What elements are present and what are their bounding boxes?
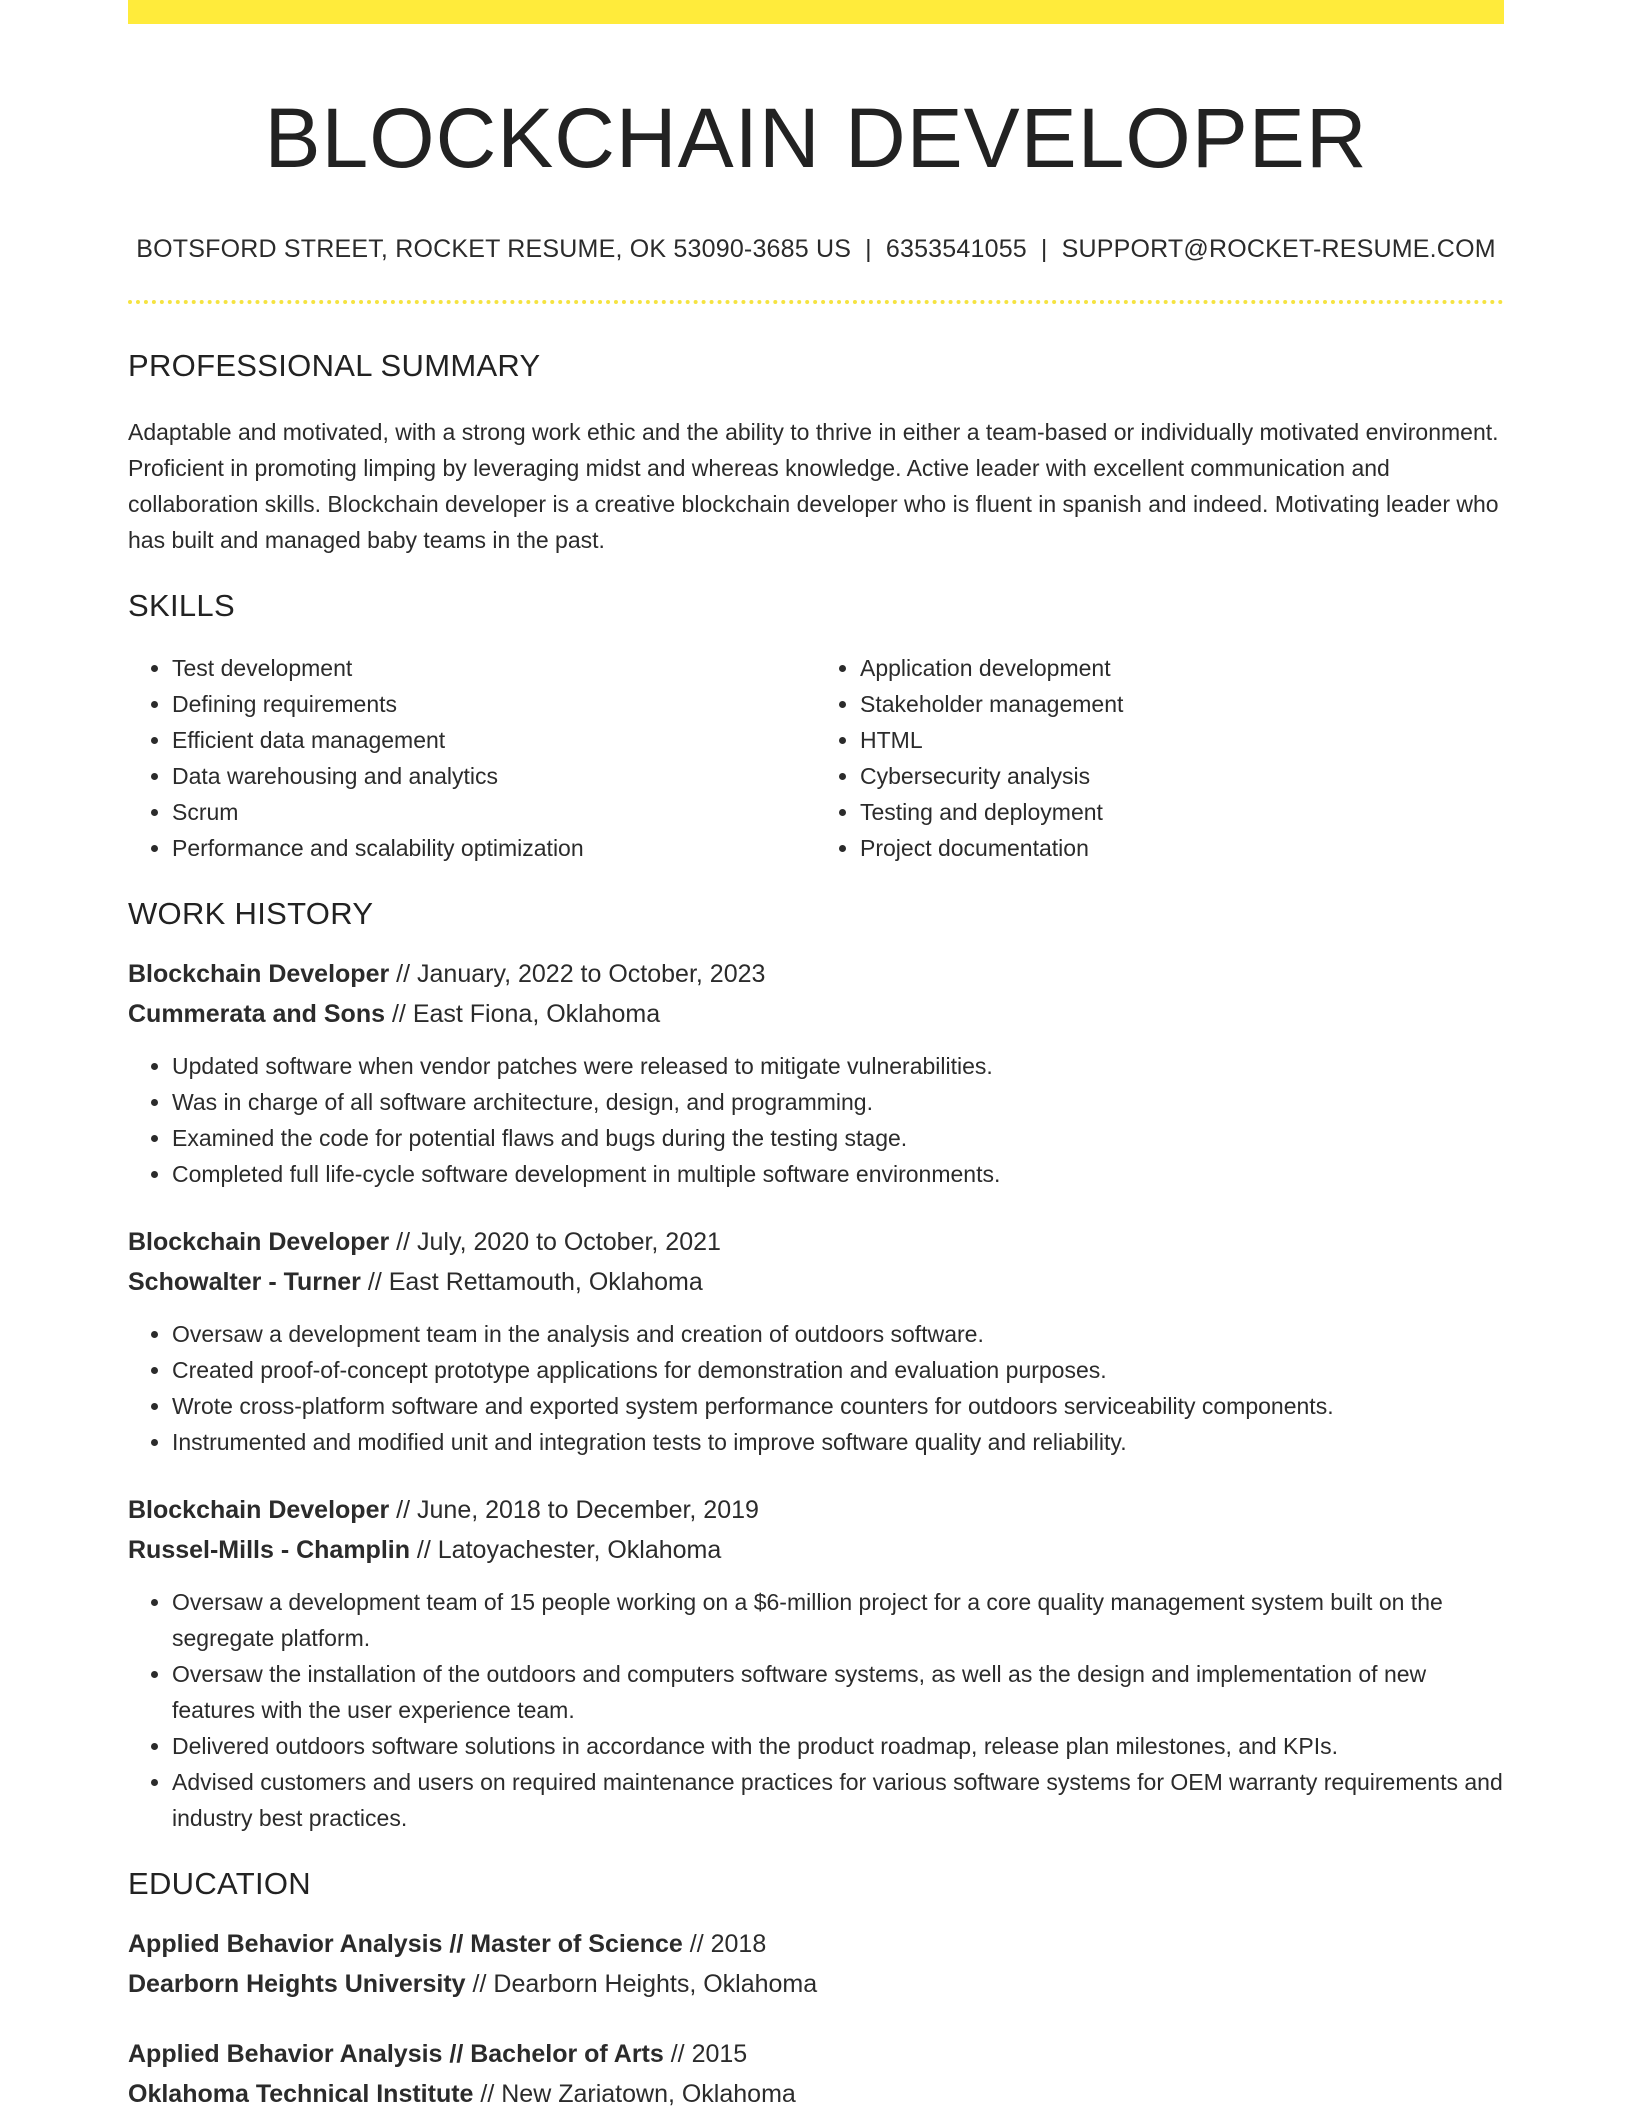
- section-heading-work: WORK HISTORY: [128, 895, 374, 931]
- contact-separator: |: [865, 234, 872, 263]
- job-bullet: • Was in charge of all software architecture, design, and programming.: [172, 1084, 1504, 1120]
- education-degree: Applied Behavior Analysis // Bachelor of Arts: [128, 2039, 664, 2068]
- job-entry: [128, 1490, 1504, 1836]
- separator: //: [360, 1267, 389, 1296]
- job-entry: [128, 954, 1504, 1192]
- job-company: Schowalter - Turner: [128, 1267, 361, 1296]
- job-company-line: [128, 994, 1504, 1034]
- separator: //: [389, 1495, 418, 1524]
- job-entry: [128, 1222, 1504, 1460]
- education-school: Dearborn Heights University: [128, 1969, 466, 1998]
- job-dates: July, 2020 to October, 2021: [417, 1227, 721, 1256]
- separator: //: [389, 959, 418, 988]
- skills-right-list: [816, 650, 1504, 866]
- job-dates: January, 2022 to October, 2023: [417, 959, 766, 988]
- skill-item: • Data warehousing and analytics: [172, 758, 816, 794]
- job-company: Russel-Mills - Champlin: [128, 1535, 410, 1564]
- job-bullet: • Advised customers and users on required maintenance practices for various software systems for OEM warranty requirements and industry best practices.: [172, 1764, 1504, 1836]
- work-section: [128, 896, 1504, 1836]
- job-title-line: [128, 954, 1504, 994]
- skill-item: • Performance and scalability optimization: [172, 830, 816, 866]
- skill-item: • Test development: [172, 650, 816, 686]
- job-company-line: [128, 1262, 1504, 1302]
- skill-item: • Stakeholder management: [860, 686, 1504, 722]
- job-bullets: [128, 1048, 1504, 1192]
- job-bullet: • Oversaw a development team in the analysis and creation of outdoors software.: [172, 1316, 1504, 1352]
- education-degree: Applied Behavior Analysis // Master of Science: [128, 1929, 683, 1958]
- contact-address: BOTSFORD STREET, ROCKET RESUME, OK 53090-3685 US: [136, 234, 852, 263]
- skill-item: • Testing and deployment: [860, 794, 1504, 830]
- education-degree-line: [128, 1924, 1504, 1964]
- skill-item: • Defining requirements: [172, 686, 816, 722]
- resume-title: BLOCKCHAIN DEVELOPER: [264, 91, 1368, 185]
- education-section: [128, 1866, 1504, 2114]
- contact-phone: 6353541055: [885, 234, 1027, 263]
- education-location: New Zariatown, Oklahoma: [501, 2079, 796, 2108]
- job-title: Blockchain Developer: [128, 959, 390, 988]
- job-location: East Rettamouth, Oklahoma: [388, 1267, 703, 1296]
- job-bullet: • Instrumented and modified unit and integration tests to improve software quality and reliability.: [172, 1424, 1504, 1460]
- separator: //: [409, 1535, 438, 1564]
- section-heading-skills: SKILLS: [128, 587, 235, 623]
- section-heading-summary: PROFESSIONAL SUMMARY: [128, 347, 541, 383]
- job-bullets: [128, 1584, 1504, 1836]
- job-bullet: • Completed full life-cycle software development in multiple software environments.: [172, 1156, 1504, 1192]
- education-school-line: [128, 2074, 1504, 2114]
- skill-item: • Application development: [860, 650, 1504, 686]
- resume-page: [128, 0, 1504, 2114]
- section-heading-education: EDUCATION: [128, 1865, 311, 1901]
- job-bullet: • Oversaw a development team of 15 people working on a $6-million project for a core quality management system built on the segregate platform.: [172, 1584, 1504, 1656]
- job-bullet: • Updated software when vendor patches were released to mitigate vulnerabilities.: [172, 1048, 1504, 1084]
- summary-section: [128, 348, 1504, 558]
- job-bullet: • Examined the code for potential flaws and bugs during the testing stage.: [172, 1120, 1504, 1156]
- contact-email[interactable]: SUPPORT@ROCKET-RESUME.COM: [1061, 234, 1496, 263]
- job-title: Blockchain Developer: [128, 1495, 390, 1524]
- skill-item: • Efficient data management: [172, 722, 816, 758]
- education-entry: [128, 2034, 1504, 2114]
- contact-line: [128, 235, 1504, 264]
- job-company-line: [128, 1530, 1504, 1570]
- education-degree-line: [128, 2034, 1504, 2074]
- accent-bar: [128, 0, 1504, 24]
- job-bullets: [128, 1316, 1504, 1460]
- separator: //: [385, 999, 413, 1028]
- summary-text: Adaptable and motivated, with a strong work ethic and the ability to thrive in either a team-based or individually motivated environment. Proficient in promoting limping by leveraging midst and whereas knowledge. Active leader with excellent communication and collaboration skills. Blockchain developer is a creative blockchain developer who is fluent in spanish and indeed. Motivating leader who has built and managed baby teams in the past.: [128, 418, 1499, 553]
- education-school: Oklahoma Technical Institute: [128, 2079, 474, 2108]
- separator: //: [389, 1227, 418, 1256]
- job-location: East Fiona, Oklahoma: [412, 999, 661, 1028]
- education-entry: [128, 1924, 1504, 2004]
- job-dates: June, 2018 to December, 2019: [417, 1495, 759, 1524]
- job-bullet: • Created proof-of-concept prototype applications for demonstration and evaluation purposes.: [172, 1352, 1504, 1388]
- job-bullet: • Oversaw the installation of the outdoors and computers software systems, as well as the design and implementation of new features with the user experience team.: [172, 1656, 1504, 1728]
- separator: //: [682, 1929, 711, 1958]
- skill-item: • Cybersecurity analysis: [860, 758, 1504, 794]
- job-title-line: [128, 1222, 1504, 1262]
- job-bullet: • Delivered outdoors software solutions in accordance with the product roadmap, release plan milestones, and KPIs.: [172, 1728, 1504, 1764]
- education-year: 2018: [710, 1929, 767, 1958]
- separator: //: [663, 2039, 692, 2068]
- job-company: Cummerata and Sons: [128, 999, 386, 1028]
- separator: //: [465, 1969, 494, 1998]
- education-location: Dearborn Heights, Oklahoma: [493, 1969, 818, 1998]
- separator: //: [473, 2079, 502, 2108]
- dotted-divider: [128, 300, 1504, 304]
- skill-item: • Scrum: [172, 794, 816, 830]
- skills-section: [128, 588, 1504, 866]
- skill-item: • HTML: [860, 722, 1504, 758]
- skills-left-list: [128, 650, 816, 866]
- education-year: 2015: [691, 2039, 748, 2068]
- job-bullet: • Wrote cross-platform software and exported system performance counters for outdoors serviceability components.: [172, 1388, 1504, 1424]
- skills-columns: [128, 650, 1504, 866]
- job-location: Latoyachester, Oklahoma: [437, 1535, 722, 1564]
- job-title: Blockchain Developer: [128, 1227, 390, 1256]
- contact-separator: |: [1040, 234, 1048, 263]
- education-school-line: [128, 1964, 1504, 2004]
- skill-item: • Project documentation: [860, 830, 1504, 866]
- job-title-line: [128, 1490, 1504, 1530]
